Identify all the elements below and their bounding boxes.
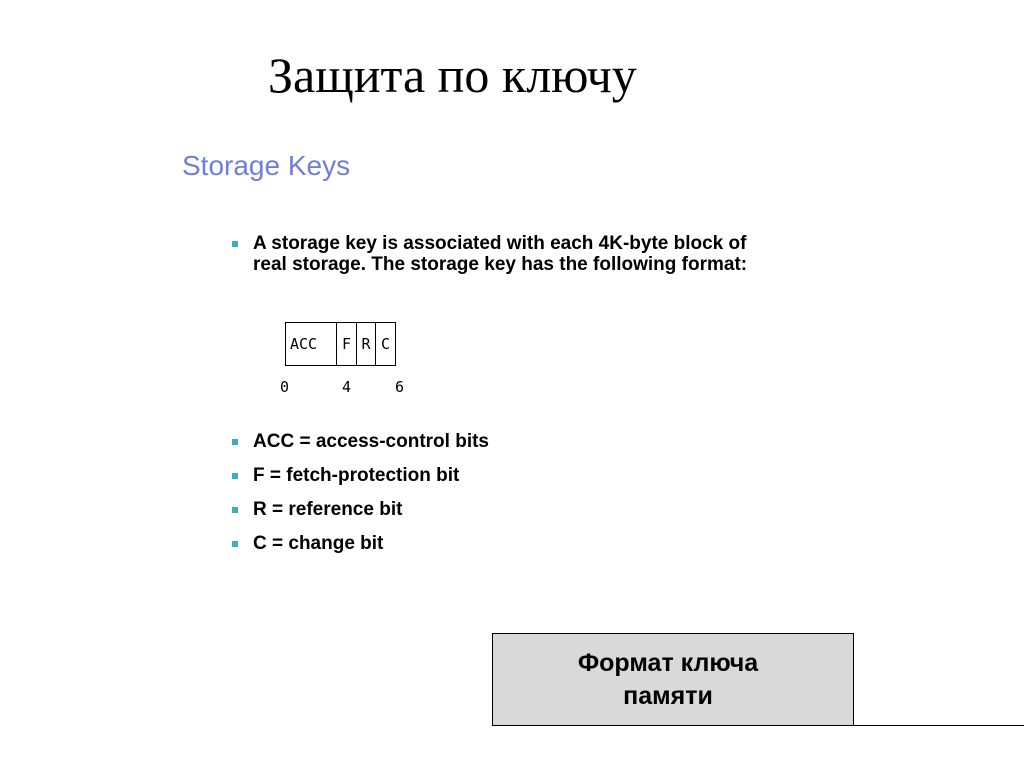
definition-text: ACC = access-control bits: [253, 431, 489, 452]
bit-position-label: 6: [395, 378, 405, 396]
bit-position-label: 4: [342, 378, 352, 396]
bit-position-label: 0: [280, 378, 290, 396]
definitions-list: [230, 431, 730, 567]
square-bullet-icon: [232, 541, 238, 547]
caption-text: [578, 647, 768, 713]
intro-line-1: A storage key is associated with each 4K-byte block of: [253, 233, 747, 254]
square-bullet-icon: [232, 473, 238, 479]
key-field-r: R: [357, 323, 376, 365]
definition-item: [230, 431, 730, 453]
definition-text: C = change bit: [253, 533, 384, 554]
storage-key-box: [285, 322, 396, 366]
storage-key-format-diagram: [278, 318, 418, 402]
square-bullet-icon: [232, 241, 238, 247]
intro-list: [230, 233, 830, 275]
caption-box: [492, 633, 854, 726]
key-field-c: C: [380, 335, 391, 353]
square-bullet-icon: [232, 439, 238, 445]
definition-item: [230, 499, 730, 521]
definition-text: F = fetch-protection bit: [253, 465, 460, 486]
key-field-f: F: [337, 323, 357, 365]
caption-line-2: памяти: [623, 681, 713, 710]
slide-subtitle: Storage Keys: [182, 150, 351, 181]
caption-line-1: Формат ключа: [577, 648, 759, 677]
definition-item: [230, 533, 730, 555]
definition-item: [230, 465, 730, 487]
intro-line-2: real storage. The storage key has the following format:: [253, 254, 748, 275]
slide-title: Защита по ключу: [268, 47, 637, 103]
square-bullet-icon: [232, 507, 238, 513]
caption-underline-divider: [854, 725, 1024, 726]
intro-bullet: [230, 233, 830, 275]
key-field-acc: ACC: [286, 323, 337, 365]
definition-text: R = reference bit: [253, 499, 403, 520]
